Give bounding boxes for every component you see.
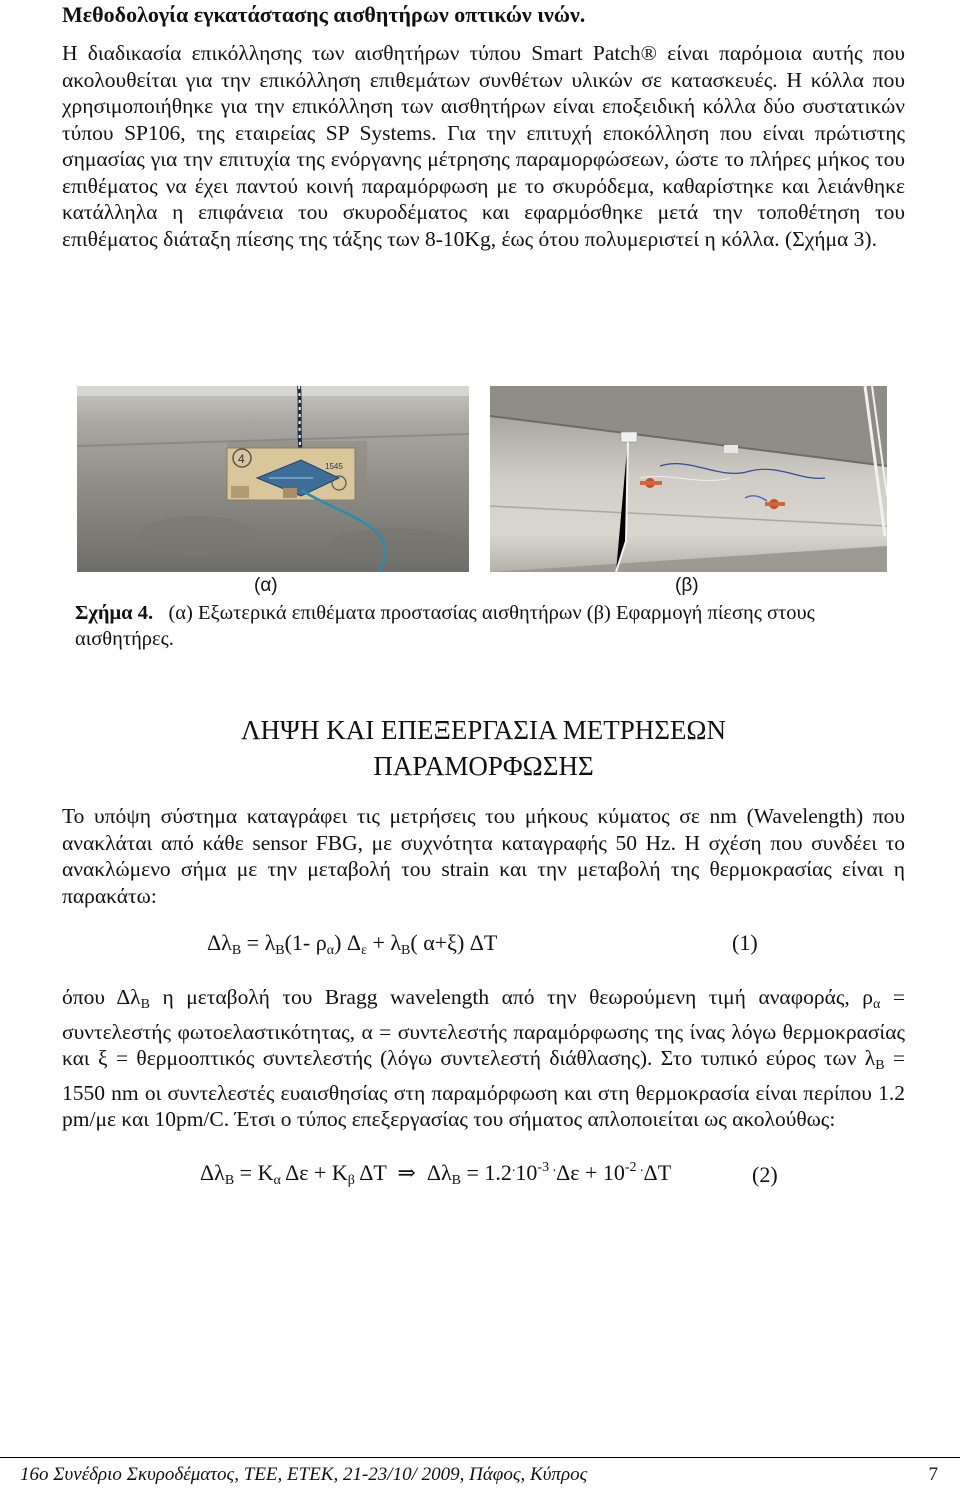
photo-b-pressure-application bbox=[490, 386, 887, 572]
figure-caption-text: (α) Εξωτερικά επιθέματα προστασίας αισθητήρων (β) Εφαρμογή πίεσης στους αισθητήρες. bbox=[75, 602, 815, 650]
figure-caption-label: Σχήμα 4. bbox=[75, 602, 154, 624]
patch-number-text: 4 bbox=[238, 452, 245, 466]
equation-1-number: (1) bbox=[732, 930, 758, 955]
footer-divider bbox=[0, 1457, 960, 1458]
equation-2-number: (2) bbox=[752, 1162, 778, 1187]
section-title-line1: ΛΗΨΗ ΚΑΙ ΕΠΕΞΕΡΓΑΣΙΑ ΜΕΤΡΗΣΕΩΝ bbox=[240, 715, 726, 745]
paragraph-equation-terms: όπου $\Delta\lambda_B$ η μεταβολή του Bragg wavelength από την θεωρούμενη τιμή αναφοράς, $\rho_\alpha = \sigma\upsilon\nu\tau\varepsilon\lambda\varepsilon\sigma\tau ή\varsigma$ φωτοελαστικότητας, α = συντελεστής παραμόρφωσης της ίνας λόγω θερμοκρασίας και ξ = θερμοοπτικός συντελεστής (λόγω συντελεστή διάθλασης). Στο τυπικό εύρος των $\lambda_B = 1550$ nm οι συντελεστές ευαισθησίας στη παραμόρφωση και στη θερμοκρασία είναι περίπου 1.2 pm/με και 10pm/C. Έτσι ο τύπος επεξεργασίας του σήματος απλοποιείται ως ακολούθως: bbox=[62, 985, 905, 1131]
figure-caption bbox=[75, 600, 905, 652]
section-title-line2: ΠΑΡΑΜΟΡΦΩΣΗΣ bbox=[373, 751, 594, 781]
paragraph-installation: Η διαδικασία επικόλλησης των αισθητήρων τύπου Smart Patch® είναι παρόμοια αυτής που ακολουθείται για την επικόλληση επιθεμάτων συνθέτων υλικών σε κατασκευές. Η κόλλα που χρησιμοποιήθηκε για την επικόλληση των αισθητήρων είναι εποξειδική κόλλα δύο συστατικών τύπου SP106, της εταιρείας SP Systems. Για την επιτυχή εποκόλληση που είναι πρώτιστης σημασίας για την επιτυχία της ενόργανης μέτρησης παραμορφώσεων, ώστε το πλήρες μήκος του επιθέματος να έχει παντού κοινή παραμόρφωση με το σκυρόδεμα, καθαρίστηκε και λειάνθηκε κατάλληλα η επιφάνεια του σκυροδέματος και εφαρμόσθηκε μετά την τοποθέτηση του επιθέματος διάταξη πίεσης της τάξης των 8-10Kg, έως ότου πολυμεριστεί η κόλλα. (Σχήμα 3). bbox=[62, 41, 905, 251]
paragraph-measurement-system: Το υπόψη σύστημα καταγράφει τις μετρήσεις του μήκους κύματος σε nm (Wavelength) που ανακλάται από κάθε sensor FBG, με συχνότητα καταγραφής 50 Hz. Η σχέση που συνδέει το ανακλώμενο σήμα με την μεταβολή του strain και την μεταβολή της θερμοκρασίας είναι η παρακάτω: bbox=[62, 804, 905, 908]
section-heading: Μεθοδολογία εγκατάστασης αισθητήρων οπτικών ινών. bbox=[62, 2, 586, 27]
page-number: 7 bbox=[928, 1464, 938, 1485]
photo-a-external-patches bbox=[77, 386, 469, 572]
patch-code-text: 1545 bbox=[325, 462, 343, 471]
subfigure-label-a: (α) bbox=[254, 575, 278, 596]
section-title bbox=[62, 712, 905, 784]
footer-conference: 16ο Συνέδριο Σκυροδέματος, ΤΕΕ, ΕΤΕΚ, 21-23/10/ 2009, Πάφος, Κύπρος bbox=[20, 1464, 588, 1485]
equation-1: $\Delta\lambda_B = \lambda_B(1-$ $\rho_\alpha$) $\Delta_\varepsilon + \lambda_B$( α+ξ) ΔT bbox=[207, 930, 498, 958]
equation-2: $\Delta\lambda_B = K_\alpha$ $\Delta\varepsilon + K_\beta$ ΔT ⇒ $\Delta\lambda_B = 1.2^.10^{-3 .}\Delta\varepsilon + 10^{-2 .}\Delta T$ bbox=[200, 1160, 672, 1188]
subfigure-label-b: (β) bbox=[675, 575, 699, 596]
